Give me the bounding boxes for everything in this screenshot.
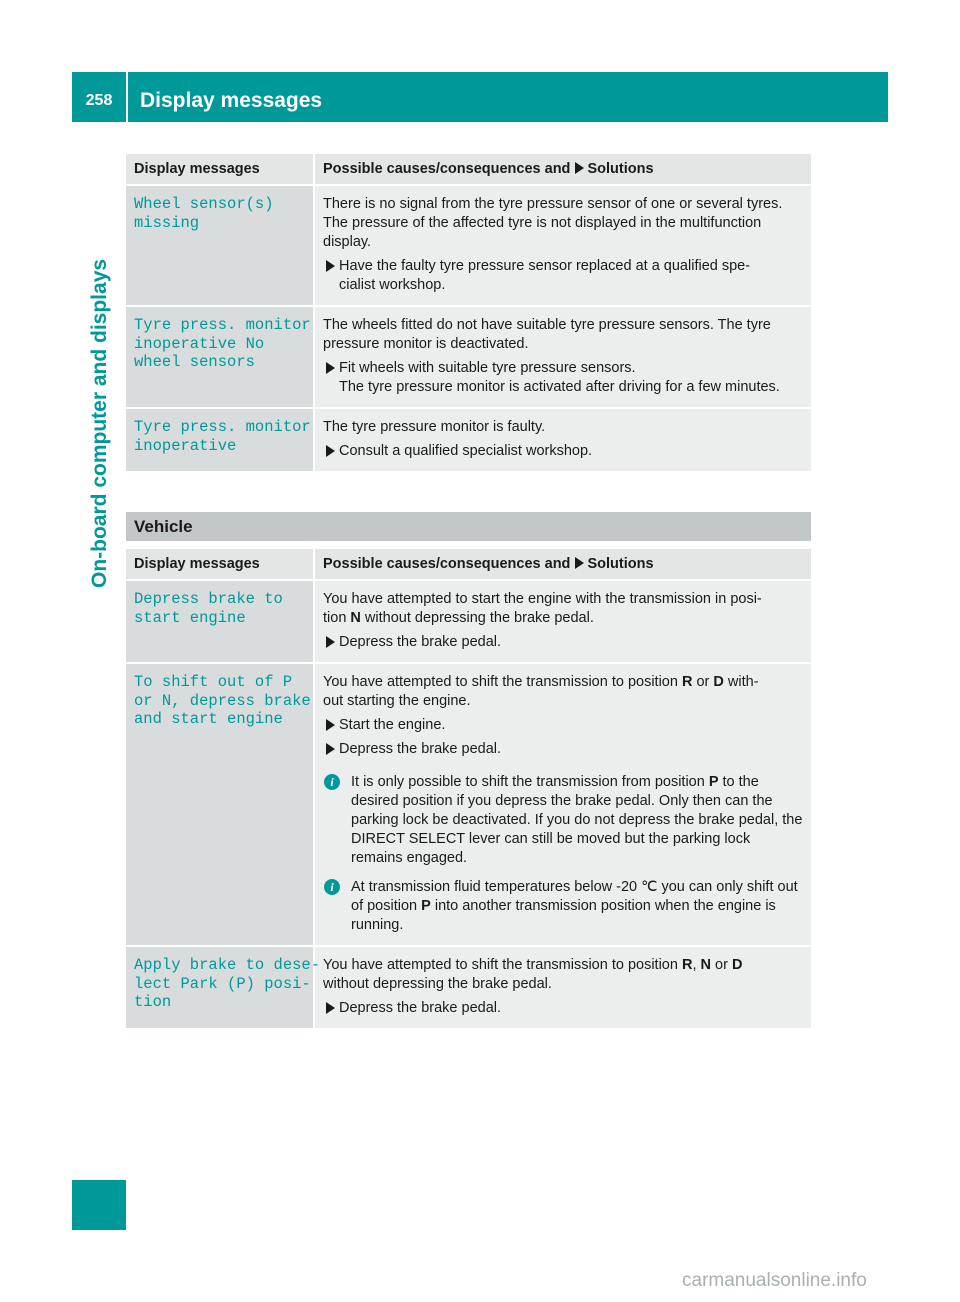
table-row [126, 946, 811, 1029]
info-note: i It is only possible to shift the transmission from position P to the desired position if you depress the brake pedal. Only then can the parking lock be deactivated. If you do not depress the brake pedal, the DIRECT SELECT lever can still be moved but the parking lock remains engaged. [323, 773, 803, 868]
display-message-code: To shift out of P or N, depress brake and start engine [126, 663, 314, 946]
page-title: Display messages [140, 89, 323, 112]
cause-text: There is no signal from the tyre pressure sensor of one or several tyres. The pressure of the affected tyre is not displayed in the multifunction display. [323, 196, 783, 250]
info-icon: i [324, 774, 340, 790]
table-row [126, 663, 811, 946]
cause-text: You have attempted to start the engine with the transmission in posi- tion N without depressing the brake pedal. [323, 591, 762, 626]
col-header-causes: Possible causes/consequences and Solutions [314, 154, 811, 185]
solution-step: Consult a qualified specialist workshop. [323, 442, 803, 461]
page-number: 258 [85, 92, 113, 109]
solution-step: Start the engine. [323, 716, 803, 735]
display-message-code: Tyre press. monitor inoperative [126, 408, 314, 472]
step-note: The tyre pressure monitor is activated after driving for a few minutes. [339, 379, 780, 395]
col-header-display-messages: Display messages [126, 154, 314, 185]
cause-text: The wheels fitted do not have suitable tyre pressure sensors. The tyre pressure monitor is deactivated. [323, 317, 771, 352]
solution-step: Fit wheels with suitable tyre pressure sensors. The tyre pressure monitor is activated after driving for a few minutes. [323, 359, 803, 397]
solution-arrow-icon [326, 1002, 335, 1014]
solution-arrow-icon [326, 260, 335, 272]
solution-step: Depress the brake pedal. [323, 999, 803, 1018]
col-header-causes: Possible causes/consequences and Solutions [314, 549, 811, 580]
header-divider [126, 72, 128, 122]
row-description [314, 306, 811, 408]
display-message-code: Depress brake to start engine [126, 580, 314, 663]
row-description [314, 946, 811, 1029]
solution-step: Have the faulty tyre pressure sensor replaced at a qualified spe- cialist workshop. [323, 257, 803, 295]
solution-arrow-icon [326, 743, 335, 755]
table-row [126, 306, 811, 408]
display-message-code: Tyre press. monitor inoperative No wheel sensors [126, 306, 314, 408]
cause-text: You have attempted to shift the transmission to position R or D with- out starting the engine. [323, 674, 759, 709]
display-message-code: Apply brake to dese‐ lect Park (P) posi‐ tion [126, 946, 314, 1029]
solution-arrow-icon [575, 557, 584, 569]
solution-step: Depress the brake pedal. [323, 740, 803, 759]
info-icon: i [324, 879, 340, 895]
col-header-display-messages: Display messages [126, 549, 314, 580]
side-tab-marker [72, 1180, 126, 1230]
cause-text: The tyre pressure monitor is faulty. [323, 419, 546, 435]
solution-arrow-icon [326, 362, 335, 374]
cause-text: You have attempted to shift the transmission to position R, N or D without depressing the brake pedal. [323, 957, 743, 992]
tyre-messages-table [126, 154, 811, 473]
solution-arrow-icon [326, 445, 335, 457]
row-description [314, 580, 811, 663]
table-header-row [126, 549, 811, 580]
solution-arrow-icon [326, 636, 335, 648]
vehicle-messages-table [126, 549, 811, 1030]
display-message-code: Wheel sensor(s) missing [126, 185, 314, 306]
watermark: carmanualsonline.info [682, 1270, 867, 1291]
table-row [126, 580, 811, 663]
solution-arrow-icon [326, 719, 335, 731]
table-row [126, 408, 811, 472]
solution-step: Depress the brake pedal. [323, 633, 803, 652]
row-description [314, 408, 811, 472]
section-bar [126, 512, 811, 541]
table-header-row [126, 154, 811, 185]
section-title: Vehicle [134, 517, 193, 536]
side-tab-label: On-board computer and displays [88, 258, 111, 588]
info-note: i At transmission fluid temperatures below -20 ℃ you can only shift out of position P into another transmission position when the engine is running. [323, 878, 803, 935]
row-description [314, 185, 811, 306]
solution-arrow-icon [575, 162, 584, 174]
table-row [126, 185, 811, 306]
row-description [314, 663, 811, 946]
